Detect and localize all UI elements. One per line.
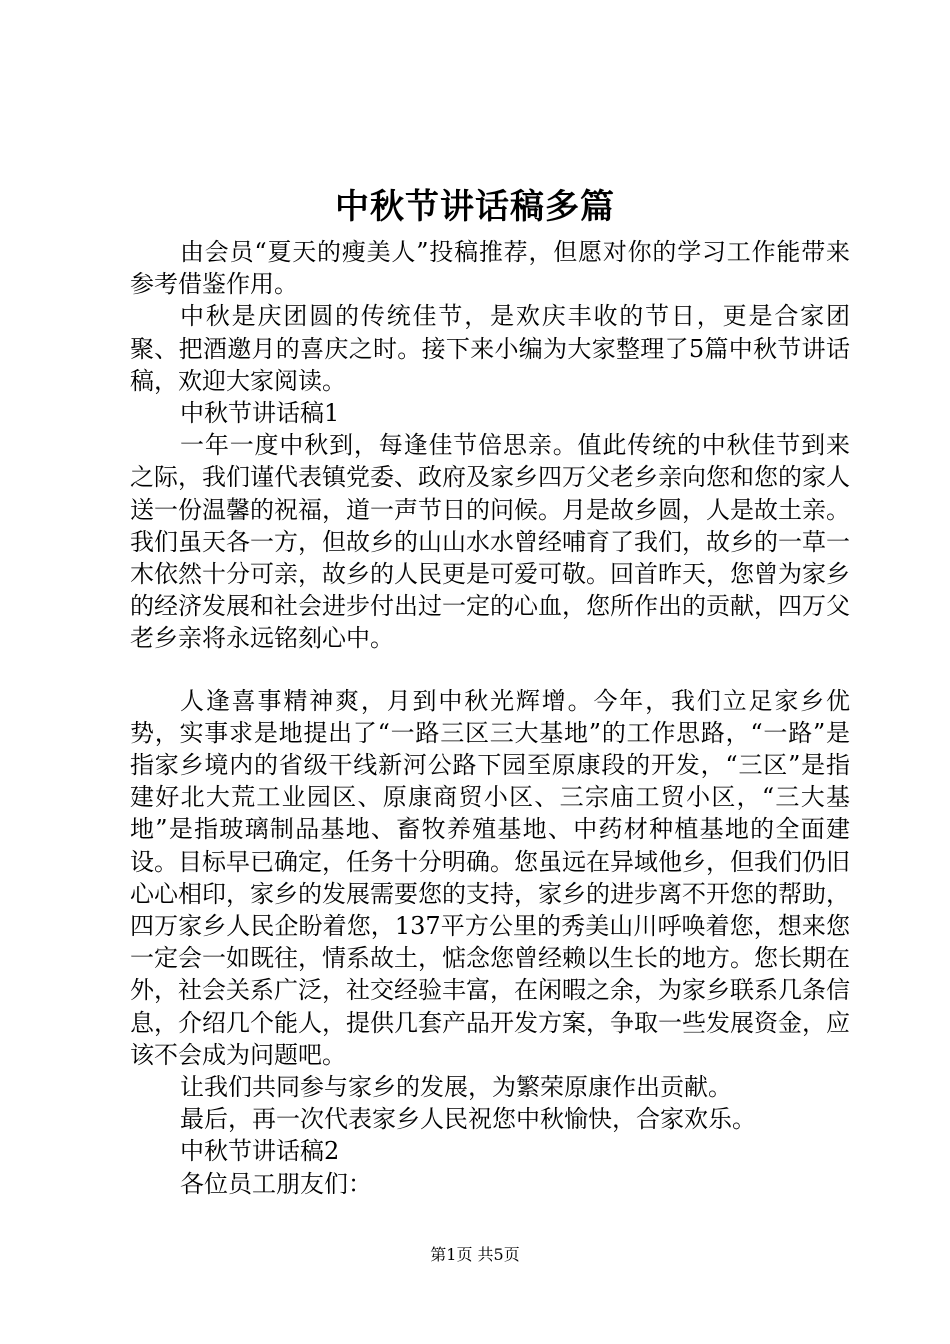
page-footer: 第1页 共5页 — [430, 1245, 520, 1264]
document-body — [130, 236, 850, 1200]
document-title: 中秋节讲话稿多篇 — [335, 187, 615, 227]
speech-1-paragraph-3: 让我们共同参与家乡的发展，为繁荣原康作出贡献。 — [180, 1073, 732, 1102]
speech-2-greeting: 各位员工朋友们： — [180, 1169, 372, 1198]
intro-paragraph: 由会员“夏天的瘦美人”投稿推荐，但愿对你的学习工作能带来参考借鉴作用。 — [130, 238, 850, 299]
speech-1-paragraph-2: 人逢喜事精神爽，月到中秋光辉增。今年，我们立足家乡优势，实事求是地提出了“一路三区三大基地”的工作思路，“一路”是指家乡境内的省级干线新河公路下园至原康段的开发，“三区”是指建好北大荒工业园区、原康商贸小区、三宗庙工贸小区，“三大基地”是指玻璃制品基地、畜牧养殖基地、中药材种植基地的全面建设。目标早已确定，任务十分明确。您虽远在异域他乡，但我们仍旧心心相印，家乡的发展需要您的支持，家乡的进步离不开您的帮助，四万家乡人民企盼着您，137平方公里的秀美山川呼唤着您，想来您一定会一如既往，情系故土，惦念您曾经赖以生长的地方。您长期在外，社会关系广泛，社交经验丰富，在闲暇之余，为家乡联系几条信息，介绍几个能人，提供几套产品开发方案，争取一些发展资金，应该不会成为问题吧。 — [130, 686, 850, 1069]
speech-1-paragraph-1: 一年一度中秋到，每逢佳节倍思亲。值此传统的中秋佳节到来之际，我们谨代表镇党委、政府及家乡四万父老乡亲向您和您的家人送一份温馨的祝福，道一声节日的问候。月是故乡圆，人是故土亲。我们虽天各一方，但故乡的山山水水曾经哺育了我们，故乡的一草一木依然十分可亲，故乡的人民更是可爱可敬。回首昨天，您曾为家乡的经济发展和社会进步付出过一定的心血，您所作出的贡献，四万父老乡亲将永远铭刻心中。 — [130, 431, 850, 653]
section-heading-2: 中秋节讲话稿2 — [180, 1137, 340, 1166]
summary-paragraph: 中秋是庆团圆的传统佳节，是欢庆丰收的节日，更是合家团聚、把酒邀月的喜庆之时。接下来小编为大家整理了5篇中秋节讲话稿，欢迎大家阅读。 — [130, 302, 850, 395]
section-heading-1: 中秋节讲话稿1 — [180, 399, 340, 428]
speech-1-paragraph-4: 最后，再一次代表家乡人民祝您中秋愉快，合家欢乐。 — [180, 1105, 756, 1134]
